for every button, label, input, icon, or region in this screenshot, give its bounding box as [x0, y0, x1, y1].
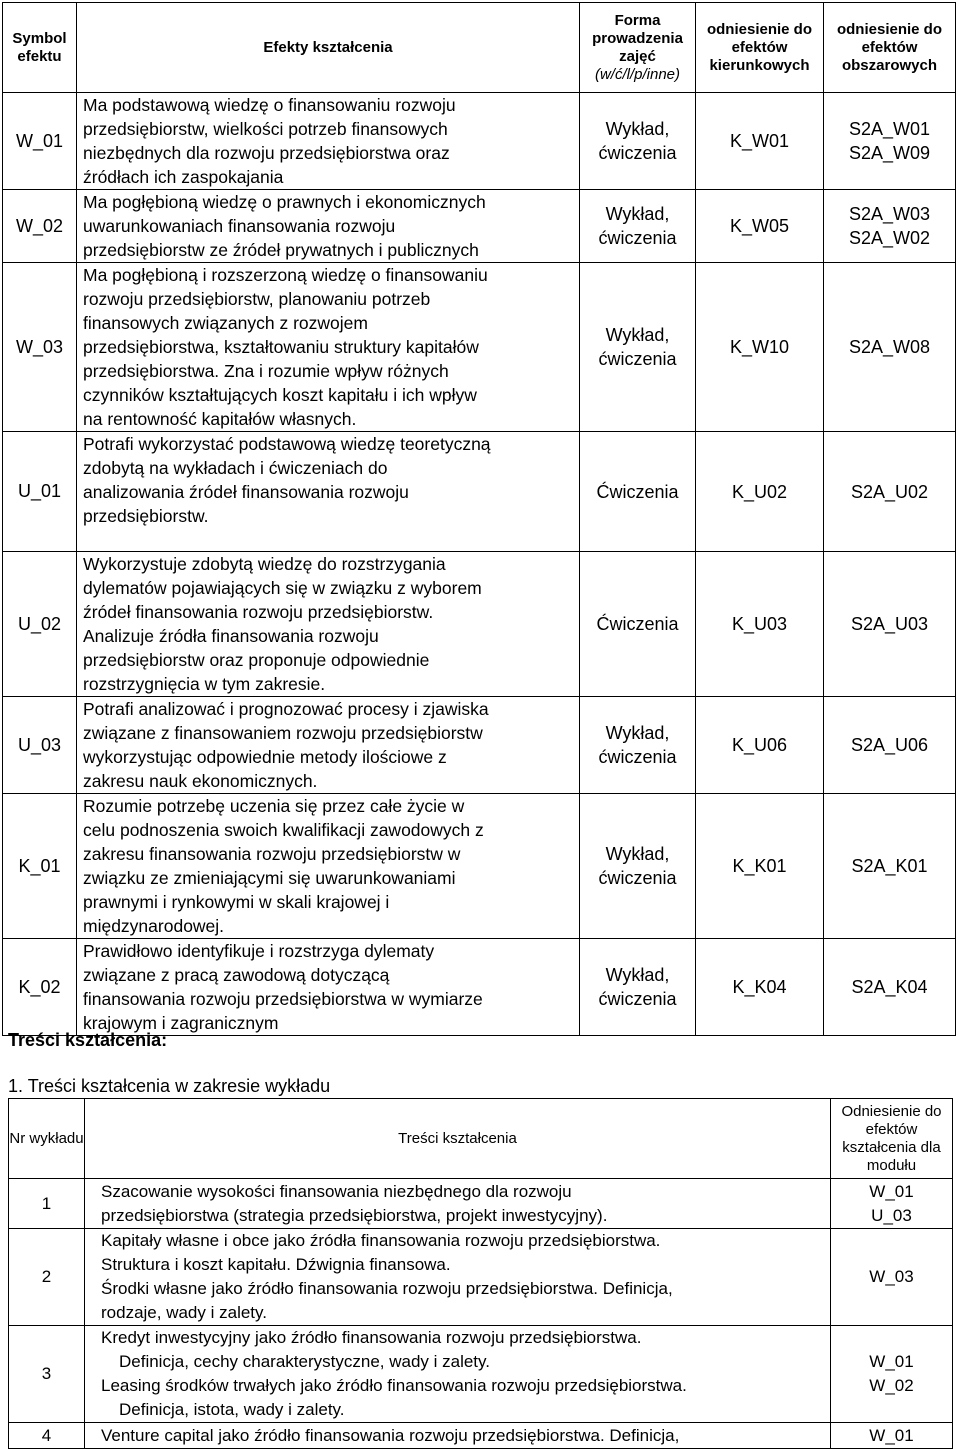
effect-description-line: Wykorzystuje zdobytą wiedzę do rozstrzygania [83, 554, 446, 574]
effect-row [3, 939, 956, 1036]
effect-description-line: niezbędnych dla rozwoju przedsiębiorstwa oraz [83, 143, 450, 163]
effect-description-line: wykorzystując odpowiednie metody ilościowe z [83, 747, 447, 767]
lecture-row [9, 1229, 953, 1326]
effect-field-ref [696, 794, 824, 939]
effect-form-line: Ćwiczenia [596, 481, 679, 502]
effect-description-line: Ma pogłębioną wiedzę o prawnych i ekonomicznych [83, 192, 486, 212]
effect-area-ref-code: S2A_U03 [850, 614, 929, 634]
header-effects: Efekty kształcenia [77, 3, 580, 93]
effect-field-ref [696, 93, 824, 190]
lectures-header-row [9, 1099, 953, 1179]
effect-area-ref [824, 552, 956, 697]
effect-description-line: zakresu finansowania rozwoju przedsiębiorstw w [83, 844, 461, 864]
effect-area-ref [824, 432, 956, 552]
effect-row [3, 432, 956, 552]
effect-description-line: związane z pracą zawodową dotyczącą [83, 965, 390, 985]
effect-area-ref [824, 93, 956, 190]
effect-description [77, 552, 580, 697]
effect-field-ref-code: K_W10 [729, 337, 790, 357]
lecture-effect-refs [831, 1229, 953, 1326]
lecture-content-line: Venture capital jako źródło finansowania rozwoju przedsiębiorstwa. Definicja, [101, 1425, 680, 1445]
lecture-effect-ref: W_01 [869, 1425, 914, 1445]
effect-description-line: przedsiębiorstwa, kształtowaniu struktury kapitałów [83, 337, 479, 357]
effect-form [580, 697, 696, 794]
effect-description [77, 93, 580, 190]
effect-area-ref-code: S2A_W01 [848, 119, 931, 139]
effect-description-line: czynników kształtujących koszt kapitału i ich wpływ [83, 385, 477, 405]
effect-description-line: źródłach ich zaspokajania [83, 167, 284, 187]
effect-area-ref-code: S2A_W09 [848, 143, 931, 163]
effect-form-line: ćwiczenia [598, 228, 677, 248]
header-field-ref: odniesienie do efektów kierunkowych [696, 3, 824, 93]
effect-form-line: Wykład, [605, 844, 670, 864]
effect-form-line: Wykład, [605, 325, 670, 345]
effect-description-line: rozwoju przedsiębiorstw, planowaniu potrzeb [83, 289, 431, 309]
effect-form-line: ćwiczenia [598, 143, 677, 163]
effect-description-line: przedsiębiorstwa. Zna i rozumie wpływ różnych [83, 361, 449, 381]
effect-field-ref [696, 190, 824, 263]
lecture-content-line: Struktura i koszt kapitału. Dźwignia finansowa. [101, 1255, 451, 1274]
effect-form-line: ćwiczenia [598, 989, 677, 1009]
header-lecture-content: Treści kształcenia [85, 1099, 831, 1179]
header-form-sub: (w/ć/l/p/inne) [594, 65, 681, 83]
header-symbol: Symbol efektu [3, 3, 77, 93]
effect-field-ref [696, 697, 824, 794]
effect-field-ref-code: K_U06 [731, 735, 788, 755]
effect-description-line: dylematów pojawiających się w związku z wyborem [83, 578, 482, 598]
effect-area-ref-code: S2A_U06 [850, 735, 929, 755]
effect-area-ref-code: S2A_K01 [851, 856, 928, 876]
effects-header-row [3, 3, 956, 93]
effect-description-line: celu podnoszenia swoich kwalifikacji zawodowych z [83, 820, 484, 840]
effect-area-ref [824, 190, 956, 263]
effect-description-line: Ma pogłębioną i rozszerzoną wiedzę o finansowaniu [83, 265, 488, 285]
effect-description-line: związane z finansowaniem rozwoju przedsiębiorstw [83, 723, 483, 743]
effect-area-ref-code: S2A_W03 [848, 204, 931, 224]
lecture-content-line: Kredyt inwestycyjny jako źródło finansowania rozwoju przedsiębiorstwa. [101, 1328, 642, 1347]
effect-row [3, 263, 956, 432]
effect-description-line: przedsiębiorstw, wielkości potrzeb finansowych [83, 119, 448, 139]
effect-symbol: K_02 [3, 939, 77, 1036]
effect-field-ref-code: K_K04 [732, 977, 787, 997]
effect-description [77, 697, 580, 794]
effect-form-line: ćwiczenia [598, 868, 677, 888]
effect-row [3, 697, 956, 794]
effect-form-line: Ćwiczenia [596, 614, 679, 634]
effect-description-line: rozstrzygnięcia w tym zakresie. [83, 674, 326, 694]
effect-description-line: Ma podstawową wiedzę o finansowaniu rozwoju [83, 95, 456, 115]
effect-form [580, 552, 696, 697]
effect-description-line: zakresu nauk ekonomicznych. [83, 771, 318, 791]
effect-description-line: międzynarodowej. [83, 916, 225, 936]
effect-area-ref [824, 794, 956, 939]
effect-description [77, 939, 580, 1036]
learning-effects-table [2, 2, 956, 1036]
effect-description-line: przedsiębiorstw oraz proponuje odpowiednie [83, 650, 430, 670]
lecture-content-line: Definicja, cechy charakterystyczne, wady i zalety. [119, 1352, 490, 1371]
effect-symbol: U_02 [3, 552, 77, 697]
effect-description-line: finansowania rozwoju przedsiębiorstwa w wymiarze [83, 989, 483, 1009]
lecture-content-line: Definicja, istota, wady i zalety. [119, 1400, 345, 1419]
effect-area-ref-code: S2A_U02 [850, 481, 929, 502]
effect-form [580, 93, 696, 190]
effect-area-ref [824, 697, 956, 794]
lecture-row [9, 1423, 953, 1449]
effect-field-ref-code: K_U03 [731, 614, 788, 634]
effect-description-line: związku ze zmieniającymi się uwarunkowaniami [83, 868, 456, 888]
effect-description-line: finansowych związanych z rozwojem [83, 313, 368, 333]
lecture-effect-ref: W_01 [869, 1181, 914, 1201]
lecture-content [85, 1179, 831, 1229]
effect-area-ref [824, 263, 956, 432]
effect-description [77, 263, 580, 432]
effect-field-ref [696, 432, 824, 552]
effect-symbol: U_01 [3, 432, 77, 552]
effect-description-line: Prawidłowo identyfikuje i rozstrzyga dylematy [83, 941, 435, 961]
effect-area-ref-code: S2A_K04 [851, 977, 928, 997]
effect-description-line: źródeł finansowania rozwoju przedsiębiorstw. [83, 602, 434, 622]
effect-row [3, 552, 956, 697]
effect-description [77, 794, 580, 939]
header-form [580, 3, 696, 93]
lecture-content [85, 1326, 831, 1423]
effect-symbol: U_03 [3, 697, 77, 794]
effect-field-ref-code: K_W01 [729, 131, 790, 151]
header-area-ref: odniesienie do efektów obszarowych [824, 3, 956, 93]
effect-description-line: na rentowność kapitałów własnych. [83, 409, 357, 429]
effect-area-ref-code: S2A_W02 [848, 228, 931, 248]
lecture-number: 2 [9, 1229, 85, 1326]
lecture-content [85, 1423, 831, 1449]
lecture-effect-refs [831, 1326, 953, 1423]
lecture-content-line: rodzaje, wady i zalety. [101, 1303, 267, 1322]
lecture-effect-ref: W_03 [869, 1267, 914, 1286]
effect-form [580, 263, 696, 432]
lecture-content [85, 1229, 831, 1326]
effect-field-ref [696, 552, 824, 697]
lecture-content-line: Kapitały własne i obce jako źródła finansowania rozwoju przedsiębiorstwa. [101, 1231, 661, 1250]
lecture-content-line: Środki własne jako źródło finansowania rozwoju przedsiębiorstwa. Definicja, [101, 1279, 673, 1298]
effect-symbol: W_01 [3, 93, 77, 190]
effect-form [580, 939, 696, 1036]
effect-description-line: prawnymi i rynkowymi w skali krajowej i [83, 892, 390, 912]
effect-form-line: Wykład, [605, 723, 670, 743]
effect-row [3, 794, 956, 939]
effect-field-ref-code: K_W05 [729, 216, 790, 236]
lecture-effect-refs [831, 1179, 953, 1229]
lecture-content-line: przedsiębiorstwa (strategia przedsiębiorstwa, projekt inwestycyjny). [101, 1205, 608, 1225]
lecture-effect-ref: W_02 [869, 1376, 914, 1395]
effect-description-line: zdobytą na wykładach i ćwiczeniach do [83, 458, 388, 478]
lecture-effect-refs [831, 1423, 953, 1449]
effect-symbol: W_03 [3, 263, 77, 432]
lecture-row [9, 1179, 953, 1229]
lecture-number: 1 [9, 1179, 85, 1229]
content-heading: Treści kształcenia: [8, 1030, 168, 1050]
effect-row [3, 93, 956, 190]
lecture-content-line: Leasing środków trwałych jako źródło finansowania rozwoju przedsiębiorstwa. [101, 1376, 687, 1395]
effect-description-line: Analizuje źródła finansowania rozwoju [83, 626, 379, 646]
header-lecture-ref: Odniesienie do efektów kształcenia dla modułu [831, 1099, 953, 1179]
effect-area-ref-code: S2A_W08 [848, 337, 931, 357]
effect-description [77, 190, 580, 263]
effect-form-line: Wykład, [605, 204, 670, 224]
effect-description-line: uwarunkowaniach finansowania rozwoju [83, 216, 396, 236]
effect-description-line: Potrafi analizować i prognozować procesy i zjawiska [83, 699, 489, 719]
effect-field-ref-code: K_K01 [732, 856, 787, 876]
effect-field-ref [696, 263, 824, 432]
lecture-content-table [8, 1098, 953, 1449]
effect-form [580, 794, 696, 939]
effect-description-line: Rozumie potrzebę uczenia się przez całe życie w [83, 796, 465, 816]
effect-form-line: ćwiczenia [598, 747, 677, 767]
effect-form [580, 432, 696, 552]
effect-row [3, 190, 956, 263]
effect-form-line: Wykład, [605, 119, 670, 139]
lecture-content-line: Szacowanie wysokości finansowania niezbędnego dla rozwoju [101, 1181, 572, 1201]
effect-field-ref-code: K_U02 [731, 481, 788, 502]
effect-description-line: krajowym i zagranicznym [83, 1013, 279, 1033]
effect-symbol: W_02 [3, 190, 77, 263]
effect-description-line: Potrafi wykorzystać podstawową wiedzę teoretyczną [83, 434, 491, 454]
effect-description [77, 432, 580, 552]
effect-description-line: przedsiębiorstw. [83, 506, 209, 526]
effect-form-line: ćwiczenia [598, 349, 677, 369]
effect-description-line: analizowania źródeł finansowania rozwoju [83, 482, 409, 502]
lecture-number: 3 [9, 1326, 85, 1423]
lecture-row [9, 1326, 953, 1423]
effect-symbol: K_01 [3, 794, 77, 939]
effect-area-ref [824, 939, 956, 1036]
effect-field-ref [696, 939, 824, 1036]
effect-form [580, 190, 696, 263]
header-form-main: Forma prowadzenia zajęć [592, 11, 683, 65]
lecture-number: 4 [9, 1423, 85, 1449]
effect-form-line: Wykład, [605, 965, 670, 985]
lecture-effect-ref: U_03 [871, 1205, 912, 1225]
lecture-effect-ref: W_01 [869, 1352, 914, 1371]
effect-description-line: przedsiębiorstw ze źródeł prywatnych i publicznych [83, 240, 479, 260]
header-lecture-nr: Nr wykładu [9, 1099, 85, 1179]
lecture-content-heading: 1. Treści kształcenia w zakresie wykładu [8, 1076, 331, 1096]
